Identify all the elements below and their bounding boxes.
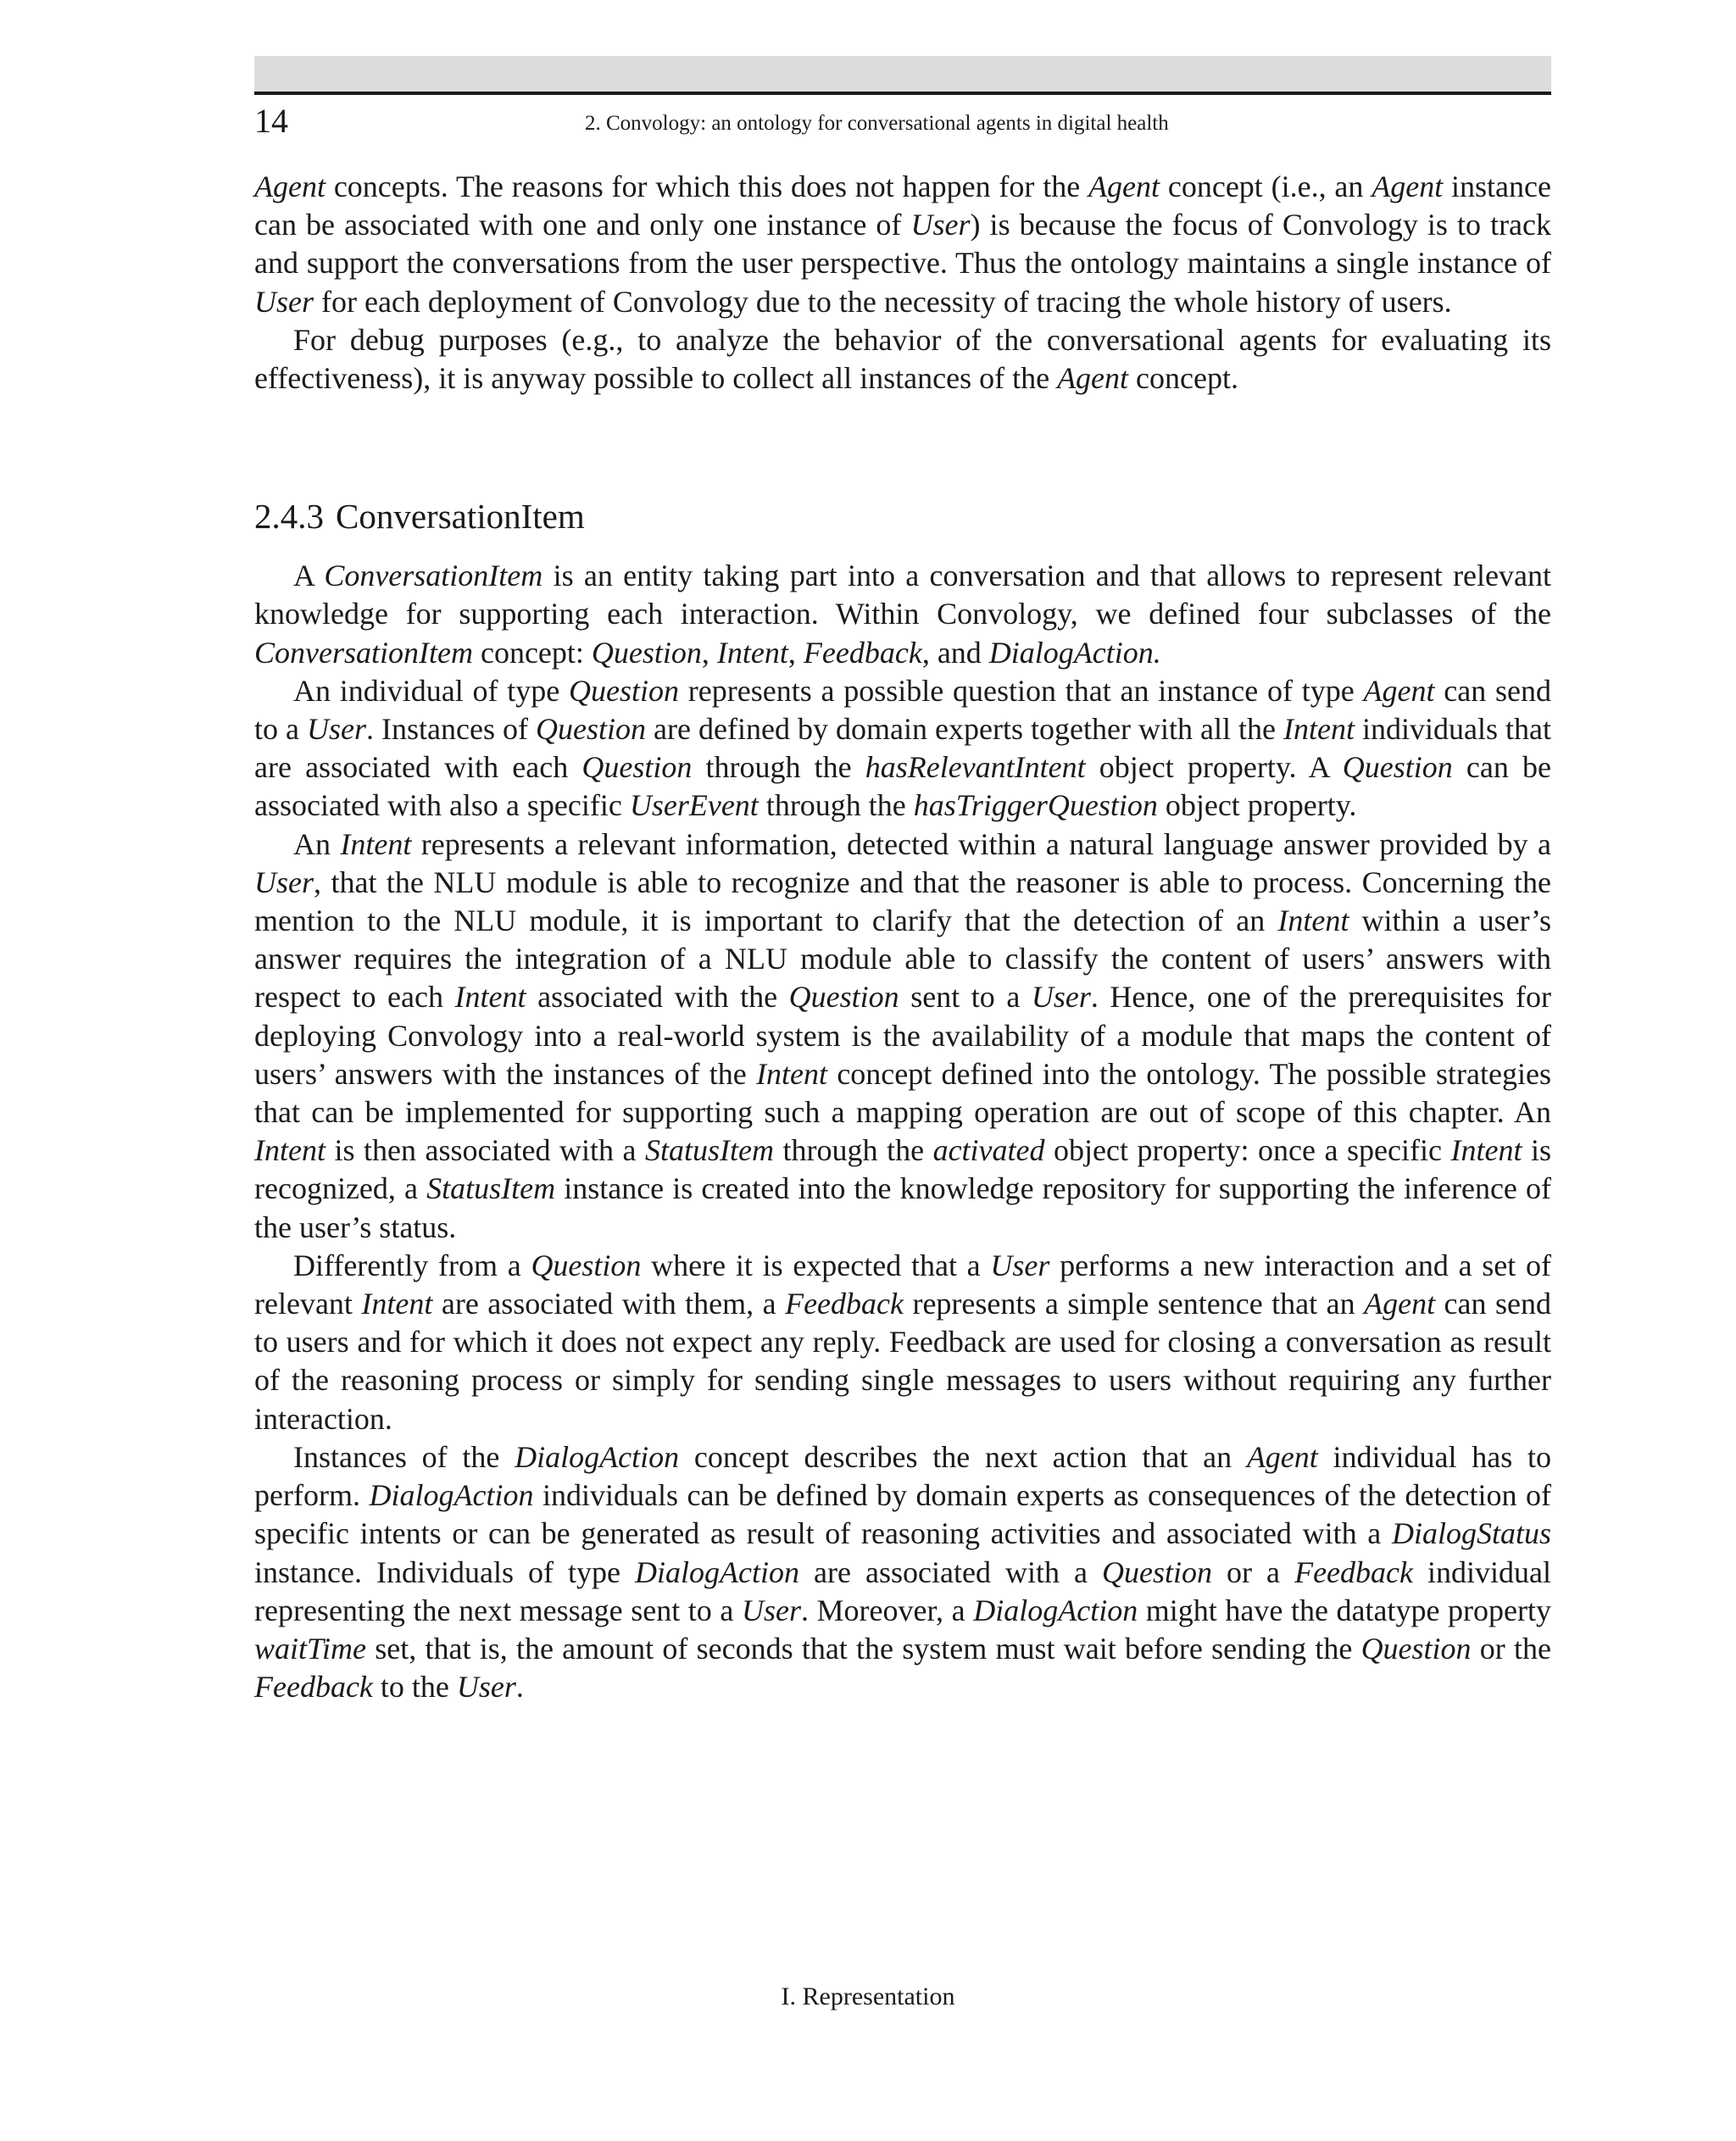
term: Question	[1360, 1631, 1472, 1666]
term: Question	[581, 750, 693, 785]
text-run: for each deployment of Convology due to the necessity of tracing the whole history of users.	[314, 284, 1452, 319]
footer-part-label: I. Representation	[781, 1983, 955, 2010]
term: Agent	[1363, 673, 1435, 708]
term: User	[990, 1248, 1050, 1282]
text-run: ,	[787, 635, 804, 670]
text-run: concept.	[1128, 361, 1238, 396]
section-body	[254, 557, 1551, 1706]
text-run: is an entity taking part into a conversation and that allows to represent relevant knowledge for supporting each interaction. Within Convology, we defined four subclasses of the	[254, 559, 1552, 631]
paragraph-dialog-action	[254, 1438, 1551, 1706]
text-run: A	[293, 559, 325, 593]
term: StatusItem	[645, 1133, 775, 1168]
term: ConversationItem	[254, 635, 473, 670]
term: User	[307, 712, 367, 747]
text-run: can send to users and for which it does not expect any reply. Feedback are used for closing a conversation as result of the reasoning process or simply for sending single messages to users without requiring any further interaction.	[254, 1287, 1551, 1436]
term: hasTriggerQuestion	[913, 788, 1158, 823]
paragraph-continued	[254, 168, 1551, 321]
term: DialogAction	[515, 1439, 680, 1474]
text-run: individual representing the next message sent to a	[254, 1554, 1551, 1627]
text-run: represents a relevant information, detected within a natural language answer provided by a	[411, 826, 1552, 861]
text-run: sent to a	[899, 980, 1032, 1015]
term: Question	[1102, 1554, 1213, 1589]
text-run: performs a new interaction and a set of relevant	[254, 1248, 1552, 1321]
term: DialogAction	[635, 1554, 799, 1589]
term: Agent	[1057, 361, 1129, 396]
body-text	[254, 168, 1551, 1706]
term: Intent	[1450, 1133, 1522, 1168]
term: Feedback	[254, 1670, 373, 1704]
term: User	[254, 865, 314, 899]
text-run: through the	[774, 1133, 933, 1168]
text-run: concept (i.e., an	[1160, 170, 1372, 203]
text-run: set, that is, the amount of seconds that the system must wait before sending the	[366, 1631, 1361, 1666]
term: Feedback	[1294, 1554, 1413, 1589]
text-run: is then associated with a	[325, 1133, 646, 1168]
text-run: individual has to perform.	[254, 1439, 1551, 1513]
term: Intent	[756, 1056, 828, 1091]
term: Question	[1342, 750, 1453, 785]
term: Intent	[1283, 712, 1355, 747]
text-run: . Instances of	[366, 712, 537, 747]
text-run: can be associated with also a specific	[254, 750, 1551, 823]
term: Feedback	[803, 635, 922, 670]
text-run: through the	[692, 750, 865, 785]
text-run: .	[515, 1670, 524, 1704]
text-run: are associated with them, a	[432, 1287, 786, 1321]
text-run: is recognized, a	[254, 1133, 1551, 1206]
text-run: ,	[701, 635, 717, 670]
paragraph-question	[254, 672, 1551, 826]
term: Feedback	[785, 1287, 904, 1321]
text-run: instance can be associated with one and only one instance of	[254, 170, 1551, 242]
term: Agent	[254, 170, 326, 203]
text-run: instance is created into the knowledge repository for supporting the inference of the user’s status.	[254, 1171, 1551, 1244]
text-run: concepts. The reasons for which this does not happen for the	[325, 170, 1089, 203]
text-run: concept:	[472, 635, 592, 670]
text-run: concept defined into the ontology. The possible strategies that can be implemented for supporting such a mapping operation are out of scope of this chapter. An	[254, 1056, 1551, 1130]
text-run: , and	[921, 635, 989, 670]
text-run: or a	[1212, 1554, 1295, 1589]
term: Question	[591, 635, 702, 670]
term: Question	[788, 980, 899, 1015]
text-run: An individual of type	[293, 673, 570, 708]
term: Question	[536, 712, 647, 747]
text-run: object property.	[1157, 788, 1357, 823]
text-run: Differently from a	[293, 1248, 531, 1282]
paragraph-feedback	[254, 1247, 1551, 1438]
paragraph-conversation-item	[254, 557, 1551, 672]
term: User	[456, 1670, 516, 1704]
text-run: instance. Individuals of type	[254, 1554, 636, 1589]
text-run: object property. A	[1085, 750, 1343, 785]
term: Question	[569, 673, 680, 708]
term: User	[1031, 980, 1091, 1015]
section-number: 2.4.3	[254, 497, 324, 537]
term: Intent	[361, 1287, 433, 1321]
term: Agent	[1088, 170, 1160, 203]
text-run: are defined by domain experts together with all the	[646, 712, 1283, 747]
text-run: through the	[758, 788, 914, 823]
term: Intent	[716, 635, 788, 670]
term: DialogAction	[369, 1478, 534, 1513]
term: DialogAction	[973, 1593, 1138, 1627]
text-run: to the	[372, 1670, 457, 1704]
term: waitTime	[254, 1631, 367, 1666]
header-bar	[254, 56, 1551, 95]
text-run: . Moreover, a	[800, 1593, 974, 1627]
text-run: individuals that are associated with each	[254, 712, 1552, 785]
section-title: ConversationItem	[336, 497, 585, 537]
term: User	[741, 1593, 801, 1627]
term: User	[910, 208, 971, 242]
section-heading	[254, 494, 1551, 545]
term: hasRelevantIntent	[865, 750, 1086, 785]
term: StatusItem	[426, 1171, 556, 1206]
term: Intent	[454, 980, 526, 1015]
text-run: ) is because the focus of Convology is to track and support the conversations from the user perspective. Thus the ontology maintains a single instance of	[254, 208, 1552, 281]
text-run: represents a possible question that an instance of type	[679, 673, 1364, 708]
text-run: individuals can be defined by domain experts as consequences of the detection of specific intents or can be generated as result of reasoning activities and associated with a	[254, 1478, 1551, 1551]
term: ConversationItem	[324, 559, 543, 593]
text-run: within a user’s answer requires the integration of a NLU module able to classify the content of users’ answers with respect to each	[254, 904, 1551, 1015]
term: Intent	[1277, 904, 1349, 938]
text-run: associated with the	[526, 980, 789, 1015]
term: UserEvent	[629, 788, 759, 823]
text-run: For debug purposes (e.g., to analyze the behavior of the conversational agents for evaluating its effectiveness), it is anyway possible to collect all instances of the	[254, 322, 1551, 396]
term: Agent	[1372, 170, 1444, 203]
page-number: 14	[254, 102, 288, 140]
text-run: where it is expected that a	[641, 1248, 991, 1282]
term: DialogStatus	[1391, 1516, 1551, 1551]
paragraph-debug	[254, 321, 1551, 398]
term: User	[254, 284, 314, 319]
term: DialogAction.	[988, 635, 1161, 670]
running-head: 2. Convology: an ontology for conversational agents in digital health	[585, 112, 1169, 135]
text-run: are associated with a	[799, 1554, 1103, 1589]
text-run: object property: once a specific	[1044, 1133, 1451, 1168]
term: Intent	[254, 1133, 326, 1168]
term: activated	[932, 1133, 1045, 1168]
text-run: represents a simple sentence that an	[903, 1287, 1365, 1321]
text-run: might have the datatype property	[1138, 1593, 1551, 1627]
term: Agent	[1246, 1439, 1318, 1474]
term: Intent	[340, 826, 412, 861]
text-run: . Hence, one of the prerequisites for deploying Convology into a real-world system is the availability of a module that maps the content of users’ answers with the instances of the	[254, 980, 1552, 1091]
text-run: can send to a	[254, 673, 1551, 747]
text-run: concept describes the next action that an	[679, 1439, 1247, 1474]
text-run: , that the NLU module is able to recognize and that the reasoner is able to process. Concerning the mention to the NLU module, it is important to clarify that the detection of an	[254, 865, 1551, 938]
term: Agent	[1364, 1287, 1436, 1321]
text-run: Instances of the	[293, 1439, 515, 1474]
text-run: or the	[1471, 1631, 1551, 1666]
text-run: An	[293, 826, 341, 861]
term: Question	[531, 1248, 642, 1282]
paragraph-intent	[254, 826, 1551, 1247]
